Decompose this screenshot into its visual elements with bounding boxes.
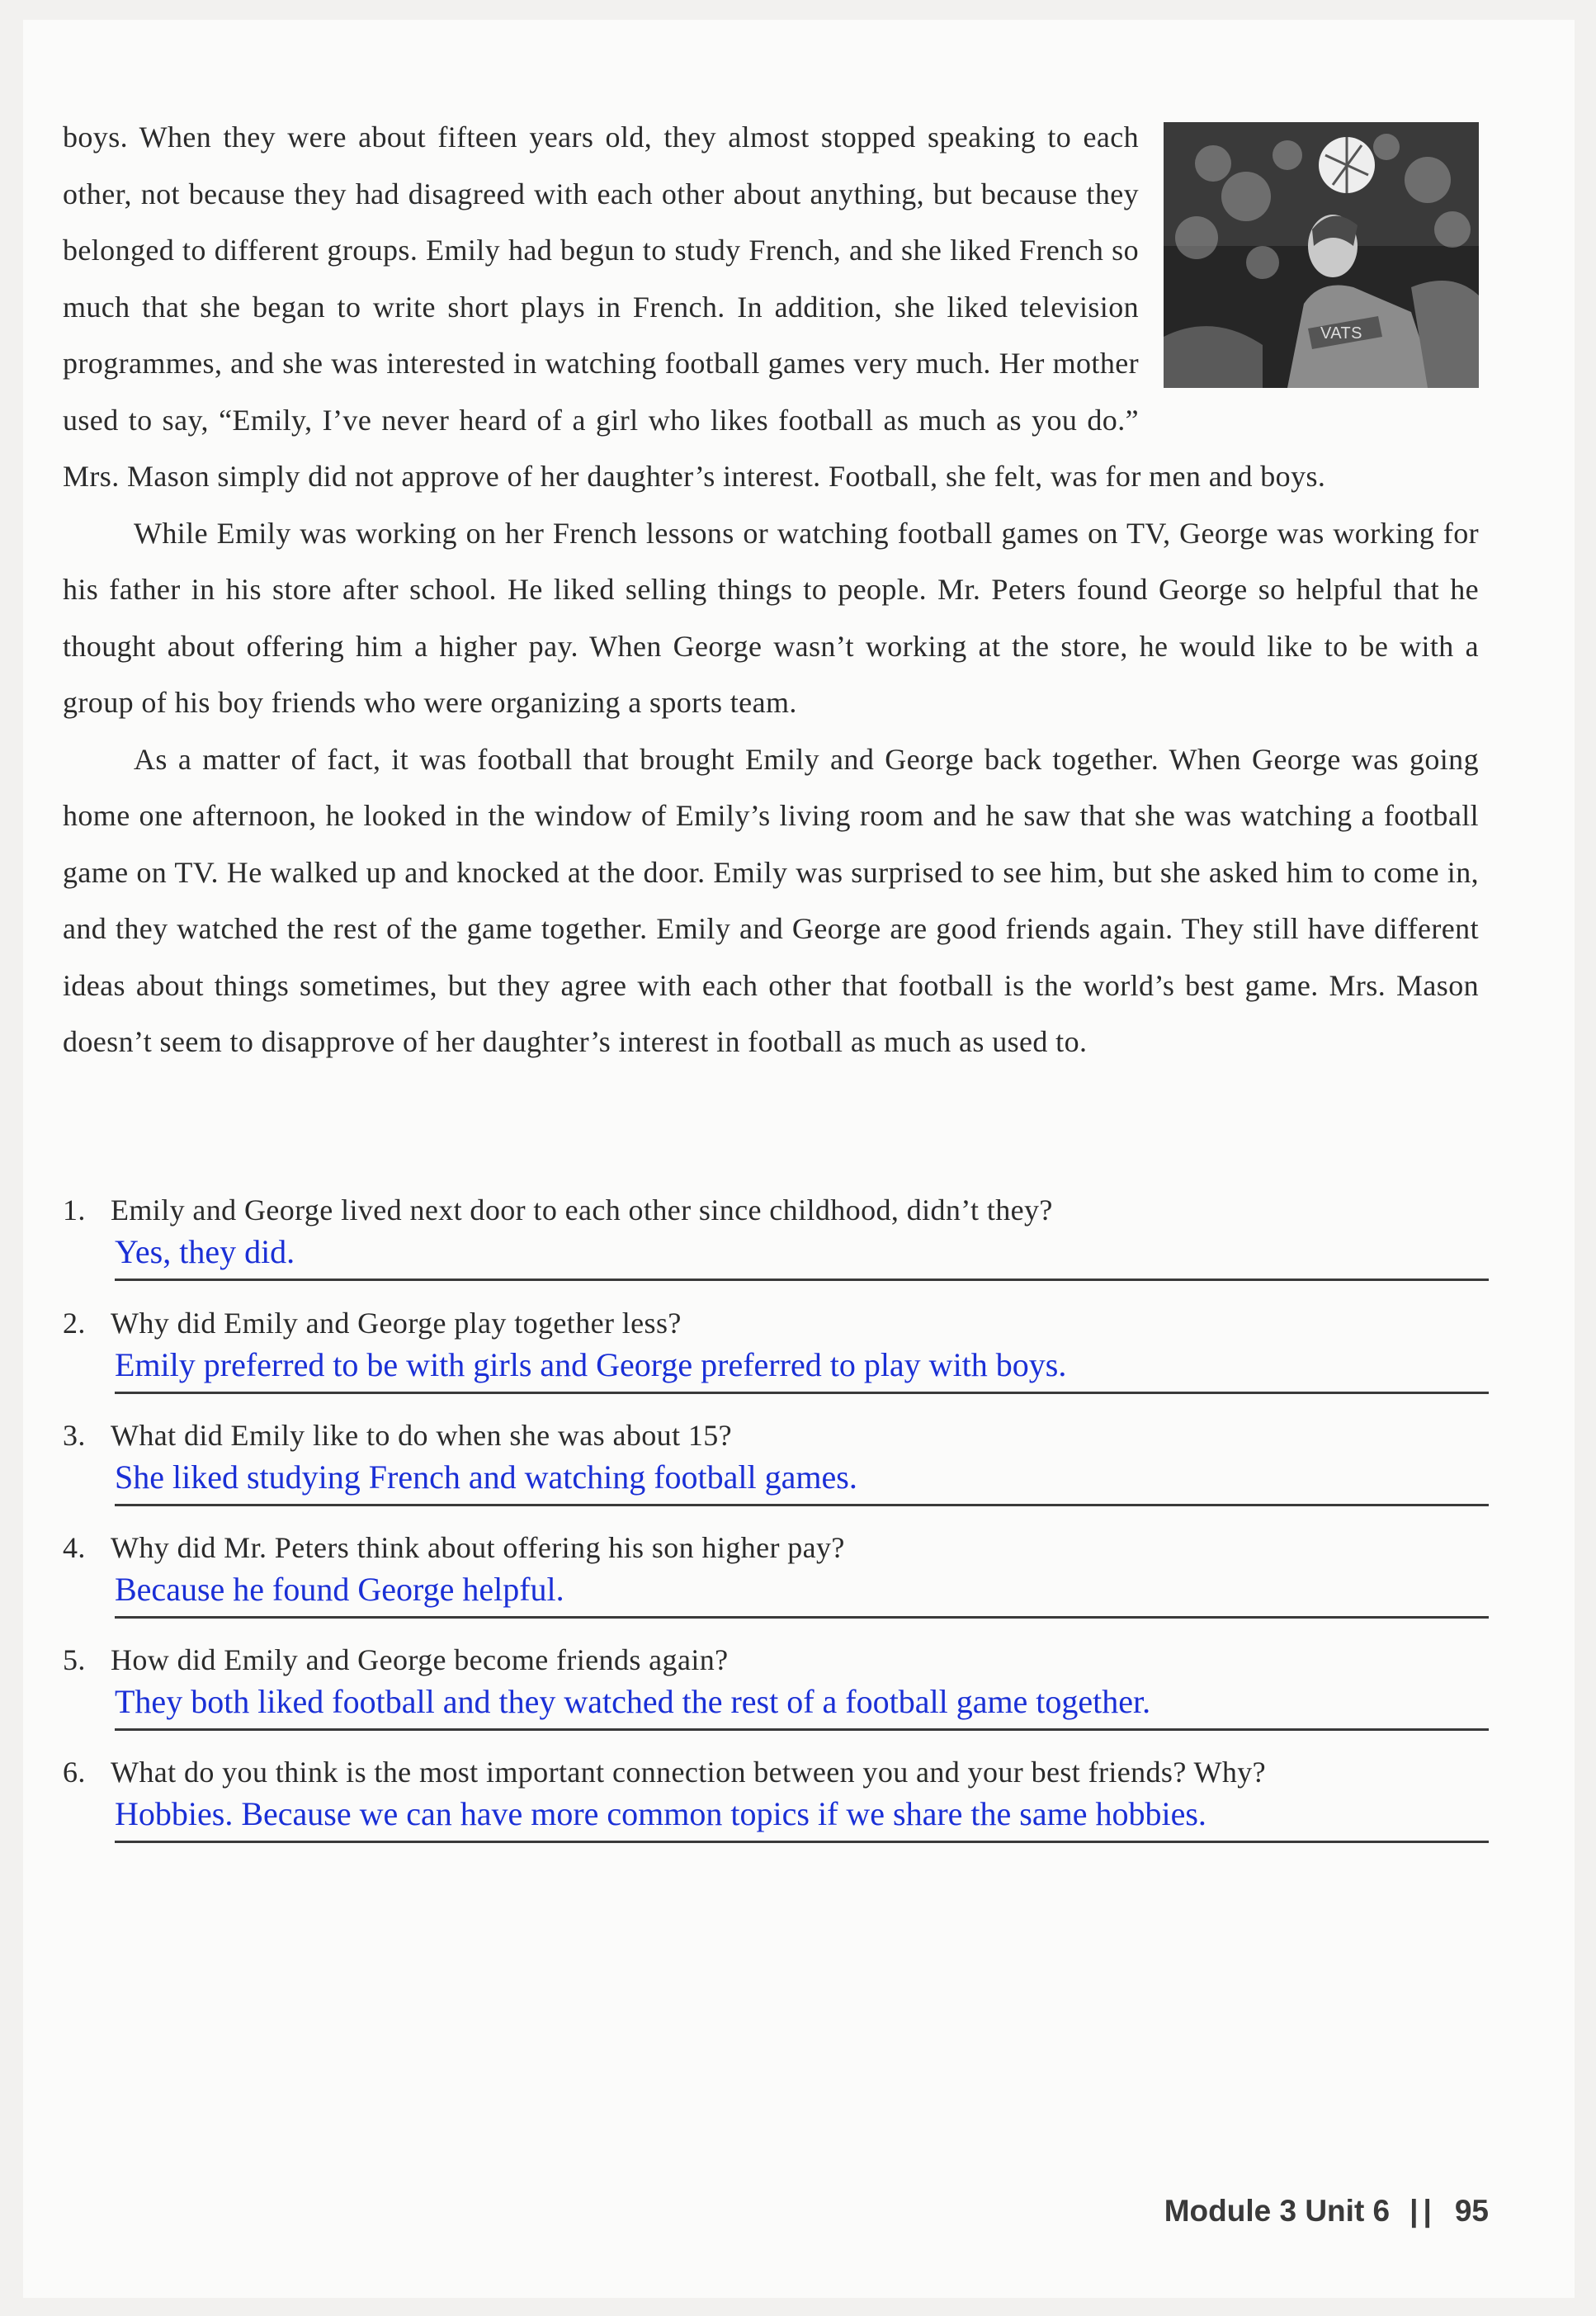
- svg-text:VATS: VATS: [1320, 324, 1362, 343]
- passage-paragraph-1: boys. When they were about fifteen years old, they almost stopped speaking to each other, not because they had disagreed with each other about anything, but because they belonged to different groups. Emily had begun to study French, and she liked French so much that she began to write short plays in French. In addition, she liked television programmes, and she was interested in watching football games very much. Her mother used to say, “Emily, I’ve never heard of a girl who likes football as much as you do.” Mrs. Mason simply did not approve of her daughter’s interest. Football, she felt, was for men and boys.: [63, 121, 1326, 493]
- question-text: [63, 1529, 1489, 1567]
- footer-separator: ||: [1409, 2194, 1437, 2228]
- question-label: What do you think is the most important connection between you and your best friends? Why?: [111, 1756, 1267, 1789]
- question-number: 3.: [63, 1419, 86, 1452]
- football-photo: [1164, 122, 1479, 388]
- answer-text: Yes, they did.: [115, 1233, 295, 1270]
- question-label: Why did Emily and George play together less?: [111, 1307, 682, 1340]
- answer-text: She liked studying French and watching football games.: [115, 1458, 857, 1496]
- answer-line: [115, 1728, 1489, 1731]
- answer-line: [115, 1392, 1489, 1394]
- answer-text: Because he found George helpful.: [115, 1571, 564, 1608]
- question-text: [63, 1753, 1489, 1791]
- question-number: 6.: [63, 1756, 86, 1789]
- football-player-image: [1164, 122, 1479, 388]
- answer-line: [115, 1841, 1489, 1843]
- question-number: 5.: [63, 1643, 86, 1676]
- question-number: 4.: [63, 1531, 86, 1564]
- question-number: 2.: [63, 1307, 86, 1340]
- answer-line: [115, 1279, 1489, 1281]
- answer-line: [115, 1616, 1489, 1619]
- question-item: [63, 1529, 1489, 1619]
- question-text: [63, 1641, 1489, 1679]
- passage-paragraph-3: As a matter of fact, it was football that brought Emily and George back together. When George was going home one afternoon, he looked in the window of Emily’s living room and he saw that she was watching a football game on TV. He walked up and knocked at the door. Emily was surprised to see him, but she asked him to come in, and they watched the rest of the game together. Emily and George are good friends again. They still have different ideas about things sometimes, but they agree with each other that football is the world’s best game. Mrs. Mason doesn’t seem to disapprove of her daughter’s interest in football as much as used to.: [63, 742, 1479, 1058]
- question-number: 1.: [63, 1193, 86, 1227]
- question-label: What did Emily like to do when she was about 15?: [111, 1419, 733, 1452]
- passage-paragraph-2: While Emily was working on her French lessons or watching football games on TV, George was working for his father in his store after school. He liked selling things to people. Mr. Peters found George so helpful that he thought about offering him a higher pay. When George wasn’t working at the store, he would like to be with a group of his boy friends who were organizing a sports team.: [63, 516, 1479, 719]
- module-label: Module 3 Unit 6: [1164, 2194, 1391, 2228]
- question-item: [63, 1753, 1489, 1843]
- question-item: [63, 1641, 1489, 1731]
- page-number: 95: [1454, 2194, 1489, 2228]
- question-item: [63, 1191, 1489, 1281]
- question-label: How did Emily and George become friends again?: [111, 1643, 729, 1676]
- answer-text: Emily preferred to be with girls and George preferred to play with boys.: [115, 1346, 1067, 1383]
- page-footer: [1164, 2194, 1489, 2229]
- question-label: Emily and George lived next door to each other since childhood, didn’t they?: [111, 1193, 1053, 1227]
- reading-passage: [63, 109, 1479, 1071]
- question-text: [63, 1304, 1489, 1342]
- answer-text: Hobbies. Because we can have more common topics if we share the same hobbies.: [115, 1795, 1206, 1832]
- question-item: [63, 1416, 1489, 1506]
- question-text: [63, 1191, 1489, 1229]
- answer-text: They both liked football and they watched the rest of a football game together.: [115, 1683, 1151, 1720]
- answer-line: [115, 1504, 1489, 1506]
- question-label: Why did Mr. Peters think about offering his son higher pay?: [111, 1531, 845, 1564]
- question-item: [63, 1304, 1489, 1394]
- question-text: [63, 1416, 1489, 1454]
